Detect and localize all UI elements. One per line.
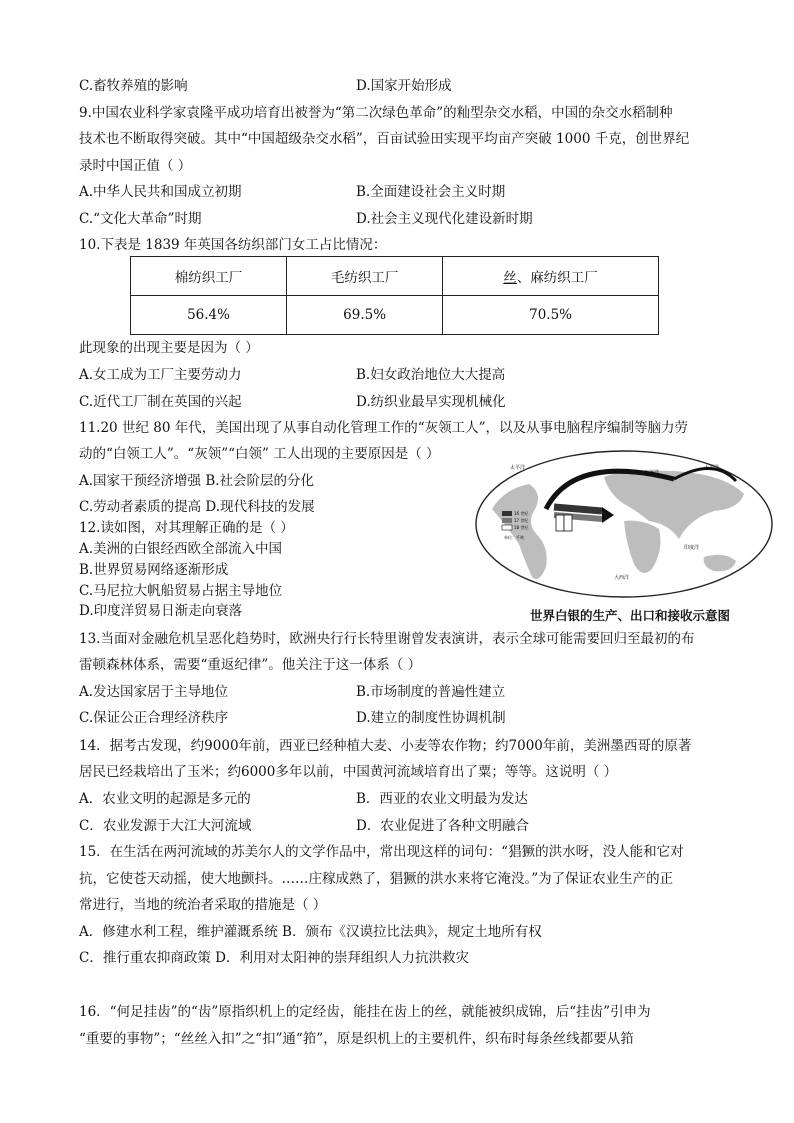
q12-option-b: B.世界贸易网络逐渐形成	[79, 562, 229, 578]
q9-stem-line2: 技术也不断取得突破。其中“中国超级杂交水稻”，百亩试验田实现平均亩产突破 1000 千克，创世界纪	[79, 131, 690, 147]
q15-stem-line3: 常进行，当地的统治者采取的措施是（ ）	[79, 897, 327, 913]
q16-stem-line2: “重要的事物”；“丝丝入扣”之“扣”通“筘”，原是织机上的主要机件，织布时每条丝线都要从筘	[79, 1031, 634, 1047]
q10-value-wool: 69.5%	[287, 296, 443, 335]
q10-header-silk: 丝	[503, 270, 517, 286]
q12-option-a: A.美洲的白银经西欧全部流入中国	[79, 541, 283, 557]
map-label-indian-ocean: 印度洋	[684, 545, 700, 551]
q16-stem-line1: 16．“何足挂齿”的“齿”原指织机上的定经齿，能挂在齿上的丝，就能被织成锦，后“挂齿”引申为	[79, 1004, 651, 1020]
q12-stem: 12.读如图，对其理解正确的是（ ）	[79, 520, 294, 536]
q14-stem-line1: 14．据考古发现，约9000年前，西亚已经种植大麦、小麦等农作物；约7000年前，美洲墨西哥的原著	[79, 738, 692, 754]
q10-option-a: A.女工成为工厂主要劳动力	[79, 367, 242, 383]
silver-flow-map	[474, 449, 774, 599]
map-label-atlantic: 大西洋	[614, 575, 630, 581]
q15-stem-line2: 抗，它使苍天动摇，使大地颤抖。……庄稼成熟了，猖獗的洪水来将它淹没。”为了保证农业生产的正	[79, 871, 674, 887]
q10-header-hemp: 、麻纺织工厂	[516, 270, 598, 286]
q11-stem-line2: 动的“白领工人”。“灰领”“白领” 工人出现的主要原因是（ ）	[79, 446, 440, 462]
q11-options-cd: C.劳动者素质的提高 D.现代科技的发展	[79, 499, 315, 515]
q13-option-a: A.发达国家居于主导地位	[79, 684, 229, 700]
q9-option-c: C.“文化大革命”时期	[79, 211, 202, 227]
legend-16th-century: 16 世纪	[514, 511, 529, 516]
q12-option-c: C.马尼拉大帆船贸易占据主导地位	[79, 583, 283, 599]
q10-stem-line1: 10.下表是 1839 年英国各纺织部门女工占比情况：	[79, 237, 387, 253]
q12-option-d: D.印度洋贸易日渐走向衰落	[79, 603, 243, 619]
q13-stem-line2: 雷顿森林体系，需要“重返纪律”。他关注于这一体系（ ）	[79, 657, 422, 673]
q10-value-cotton: 56.4%	[131, 296, 287, 335]
legend-17th-century: 17 世纪	[514, 518, 529, 523]
q8-option-d: D.国家开始形成	[356, 78, 452, 94]
q14-option-a: A．农业文明的起源是多元的	[79, 791, 251, 807]
map-label-arctic: 北冰洋	[644, 470, 660, 476]
q10-stem-line2: 此现象的出现主要是因为（ ）	[79, 340, 259, 356]
map-caption: 世界白银的生产、出口和接收示意图	[530, 608, 731, 623]
q9-stem-line3: 录时中国正值（ ）	[79, 158, 192, 174]
q10-header-cotton: 棉纺织工厂	[131, 257, 287, 296]
q10-table	[130, 256, 659, 335]
q9-option-d: D.社会主义现代化建设新时期	[356, 211, 533, 227]
map-label-pacific-east: 太平洋	[704, 465, 720, 471]
legend-18th-century: 18 世纪	[514, 525, 529, 530]
q10-option-b: B.妇女政治地位大大提高	[356, 367, 506, 383]
q10-header-wool: 毛纺织工厂	[287, 257, 443, 296]
q10-header-silk-hemp	[443, 257, 659, 296]
q9-option-b: B.全面建设社会主义时期	[356, 184, 506, 200]
q10-value-silk-hemp: 70.5%	[443, 296, 659, 335]
q13-stem-line1: 13.当面对金融危机呈恶化趋势时，欧洲央行行长特里谢曾发表演讲，表示全球可能需要回归至最初的布	[79, 631, 695, 647]
q14-stem-line2: 居民已经栽培出了玉米；约6000多年以前，中国黄河流域培育出了粟；等等。这说明（ ）	[79, 764, 618, 780]
map-label-pacific-west: 太平洋	[510, 465, 526, 471]
q13-option-b: B.市场制度的普遍性建立	[356, 684, 506, 700]
q14-option-b: B．西亚的农业文明最为发达	[356, 791, 528, 807]
q13-option-c: C.保证公正合理经济秩序	[79, 710, 229, 726]
q15-options-cd: C．推行重农抑商政策 D．利用对太阳神的崇拜组织人力抗洪救灾	[79, 950, 469, 966]
q10-option-c: C.近代工厂制在英国的兴起	[79, 394, 242, 410]
q14-option-c: C．农业发源于大江大河流域	[79, 818, 252, 834]
q15-stem-line1: 15．在生活在两河流域的苏美尔人的文学作品中，常出现这样的词句：“猖獗的洪水呀，没人能和它对	[79, 844, 684, 860]
q10-option-d: D.纺织业最早实现机械化	[356, 394, 506, 410]
q9-option-a: A.中华人民共和国成立初期	[79, 184, 242, 200]
q11-stem-line1: 11.20 世纪 80 年代，美国出现了从事自动化管理工作的“灰领工人”，以及从事电脑程序编制等脑力劳	[79, 420, 689, 436]
q15-options-ab: A．修建水利工程，维护灌溉系统 B．颁布《汉谟拉比法典》，规定土地所有权	[79, 924, 542, 940]
q14-option-d: D．农业促进了各种文明融合	[356, 818, 529, 834]
legend-unit: 单位：千吨	[504, 535, 524, 540]
q13-option-d: D.建立的制度性协调机制	[356, 710, 506, 726]
q9-stem-line1: 9.中国农业科学家袁隆平成功培育出被誉为“第二次绿色革命”的籼型杂交水稻，中国的杂交水稻制种	[79, 105, 673, 121]
q8-option-c: C.畜牧养殖的影响	[79, 78, 188, 94]
q11-options-ab: A.国家干预经济增强 B.社会阶层的分化	[79, 473, 315, 489]
